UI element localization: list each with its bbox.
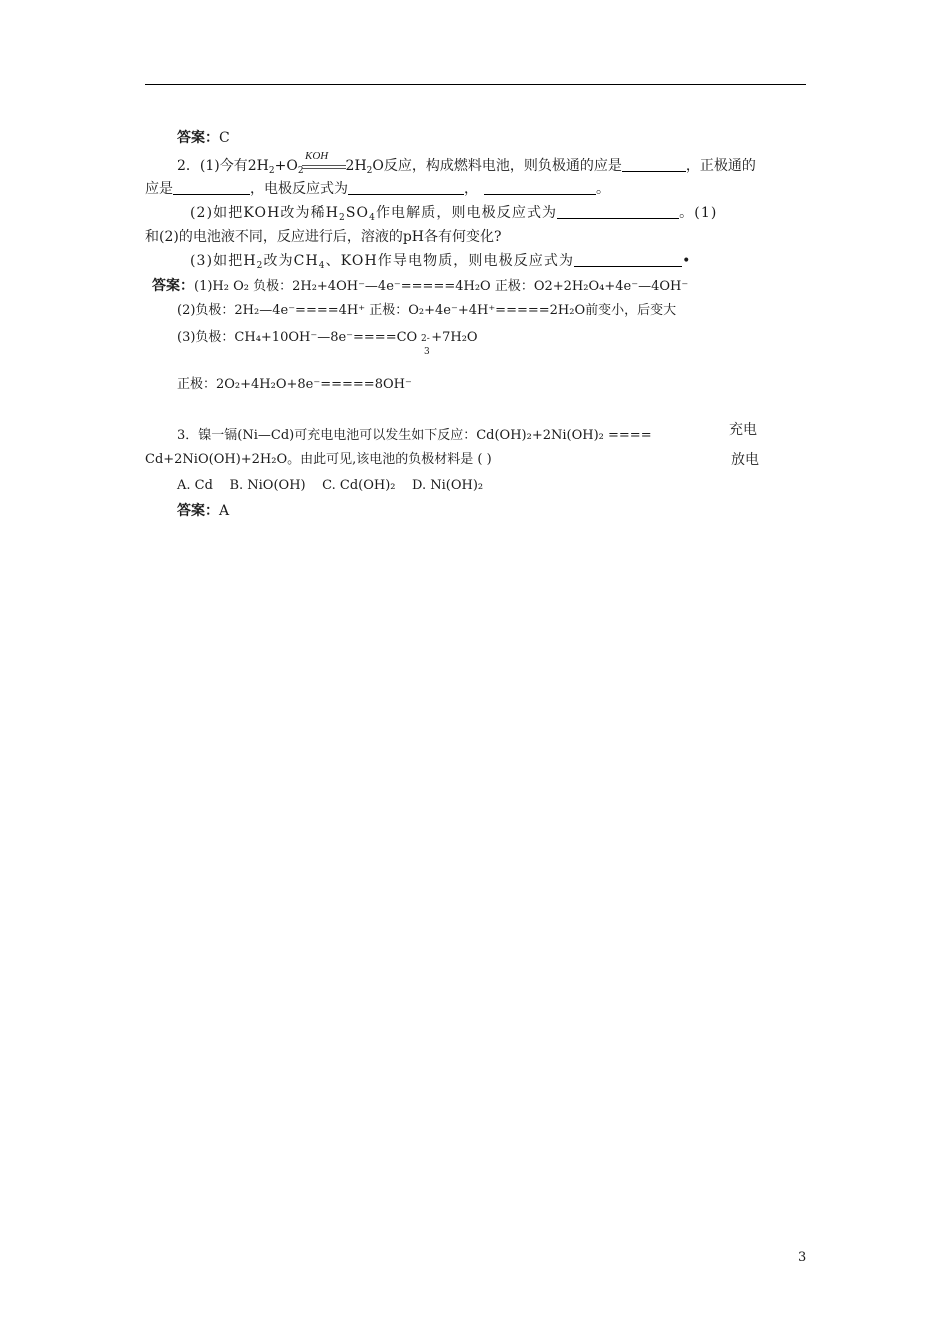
q2-text: 、KOH作导电物质，则电极反应式为 [325, 253, 575, 269]
answer-blank[interactable] [173, 181, 250, 195]
q2-text: • [682, 253, 692, 269]
q2-text: 2H [345, 158, 367, 174]
answer-blank[interactable] [484, 181, 596, 195]
answer-2-line-3 [177, 329, 478, 347]
q2-line-2 [145, 180, 610, 198]
co3-charge: 2- [421, 334, 430, 344]
answer-2-line-4: 正极：2O₂+4H₂O+8e⁻=====8OH⁻ [177, 377, 412, 392]
koh-condition: KOH [305, 150, 329, 162]
answer-label: 答案： [177, 503, 219, 519]
answer-3 [177, 502, 229, 520]
answer-blank[interactable] [557, 205, 679, 219]
q3-line-1: 3．镍一镉(Ni—Cd)可充电电池可以发生如下反应：Cd(OH)₂+2Ni(OH)₂ ==== [177, 428, 652, 443]
reaction-arrow [302, 165, 346, 169]
q2-text: 应是 [145, 181, 173, 197]
q2-line-4: 和(2)的电池液不同，反应进行后，溶液的pH各有何变化? [145, 229, 502, 245]
q2-text: O反应，构成燃料电池，则负极通的应是 [372, 158, 622, 174]
answer-blank[interactable] [348, 181, 464, 195]
q2-line-1: 2．(1)今有$2H_2+O_2$ $2H_2O$反应，构成燃料电池，则负极通的应是 ，正极通的 [177, 158, 756, 176]
q2-text: +O [274, 158, 298, 174]
header-rule [145, 84, 806, 85]
q2-text: ，正极通的 [685, 158, 756, 174]
answer-blank[interactable] [574, 253, 682, 267]
answer-2-text: +7H₂O [431, 330, 478, 345]
q2-text: SO [345, 205, 370, 221]
q2-text: (2)如把KOH改为稀H [190, 205, 340, 221]
answer-2-line-1 [152, 277, 688, 296]
q2-text: 改为CH [263, 253, 319, 269]
q2-text: (3)如把H [190, 253, 257, 269]
q2-line-3: (2)如把KOH改为稀$H_2SO_4$作电解质，则电极反应式为 。(1) [190, 205, 718, 223]
q2-text: ，电极反应式为 [250, 181, 348, 197]
answer-2-line-2: (2)负极：2H₂—4e⁻====4H⁺ 正极：O₂+4e⁻+4H⁺=====2H₂O前变小，后变大 [177, 303, 677, 318]
discharge-label: 放电 [731, 452, 759, 468]
answer-label: 答案： [152, 278, 194, 294]
answer-label: 答案： [177, 130, 219, 146]
q3-line-2: Cd+2NiO(OH)+2H₂O。由此可见,该电池的负极材料是 ( ) [145, 452, 492, 467]
q2-text: 。 [596, 181, 610, 197]
q2-text: 。(1) [679, 205, 718, 221]
answer-1-value: C [219, 130, 230, 146]
q3-options: A. Cd B. NiO(OH) C. Cd(OH)₂ D. Ni(OH)₂ [177, 478, 484, 493]
charge-label: 充电 [729, 422, 757, 438]
q2-line-5: (3)如把$H_2$改为$CH_4$、KOH作导电物质，则电极反应式为 • [190, 253, 692, 271]
q2-text: 作电解质，则电极反应式为 [375, 205, 558, 221]
answer-2-text: (3)负极：CH₄+10OH⁻—8e⁻====CO [177, 330, 418, 345]
answer-1 [177, 129, 230, 147]
q2-text: 2．(1)今有2H [177, 158, 269, 174]
answer-blank[interactable] [622, 158, 686, 172]
answer-3-value: A [219, 503, 230, 519]
page-number: 3 [798, 1250, 807, 1265]
answer-2-text: (1)H₂ O₂ 负极：2H₂+4OH⁻—4e⁻=====4H₂O 正极：O2+2H₂O₄+4e⁻—4OH⁻ [194, 279, 689, 294]
q2-text: ， [464, 181, 478, 197]
co3-subscript: 3 [424, 347, 430, 357]
